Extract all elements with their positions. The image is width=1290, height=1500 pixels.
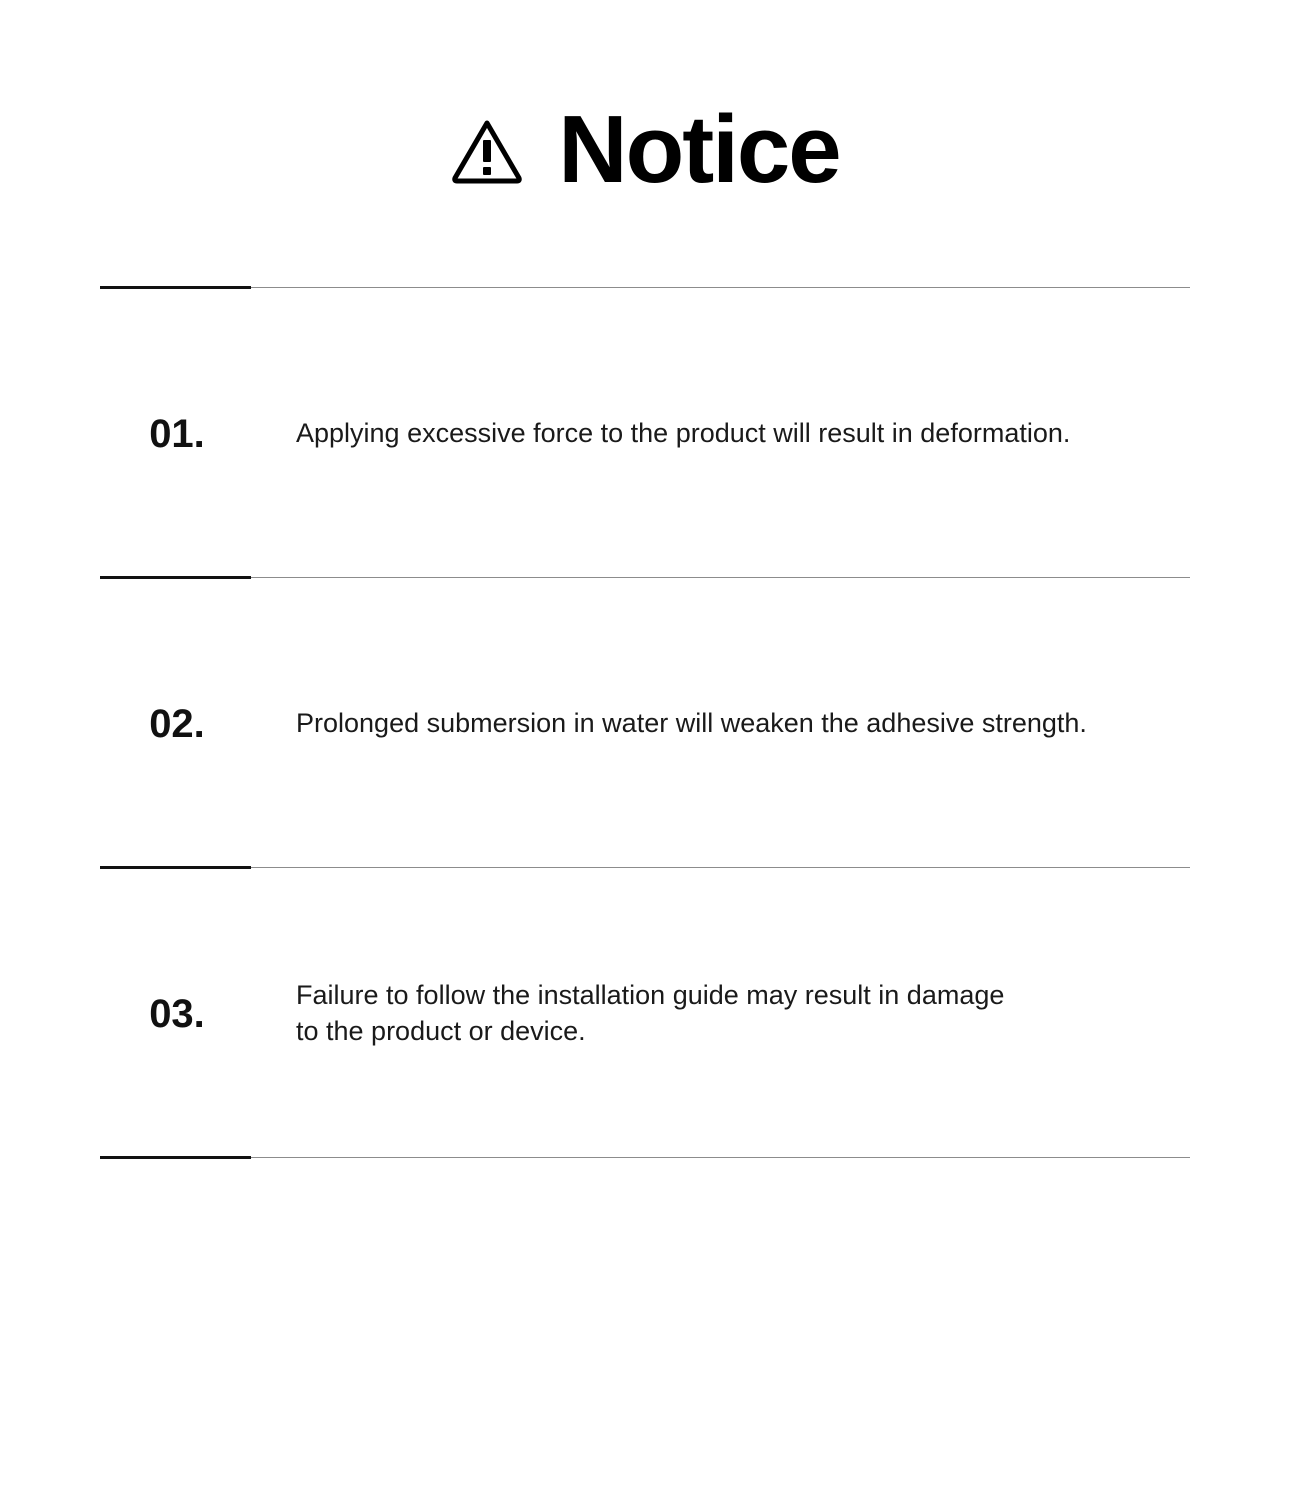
- notice-header: [0, 96, 1290, 203]
- item-text: Failure to follow the installation guide may result in damage to the product or device.: [296, 980, 1005, 1046]
- item-text: Applying excessive force to the product will result in deformation.: [296, 418, 1071, 448]
- item-number: 01.: [149, 412, 205, 456]
- section-divider: [100, 866, 1190, 869]
- page-title: Notice: [558, 96, 840, 203]
- item-text: Prolonged submersion in water will weaken the adhesive strength.: [296, 708, 1087, 738]
- section-divider: [100, 286, 1190, 289]
- warning-icon: [450, 118, 524, 186]
- item-number: 03.: [149, 992, 205, 1036]
- item-number: 02.: [149, 702, 205, 746]
- section-divider: [100, 1156, 1190, 1159]
- section-divider: [100, 576, 1190, 579]
